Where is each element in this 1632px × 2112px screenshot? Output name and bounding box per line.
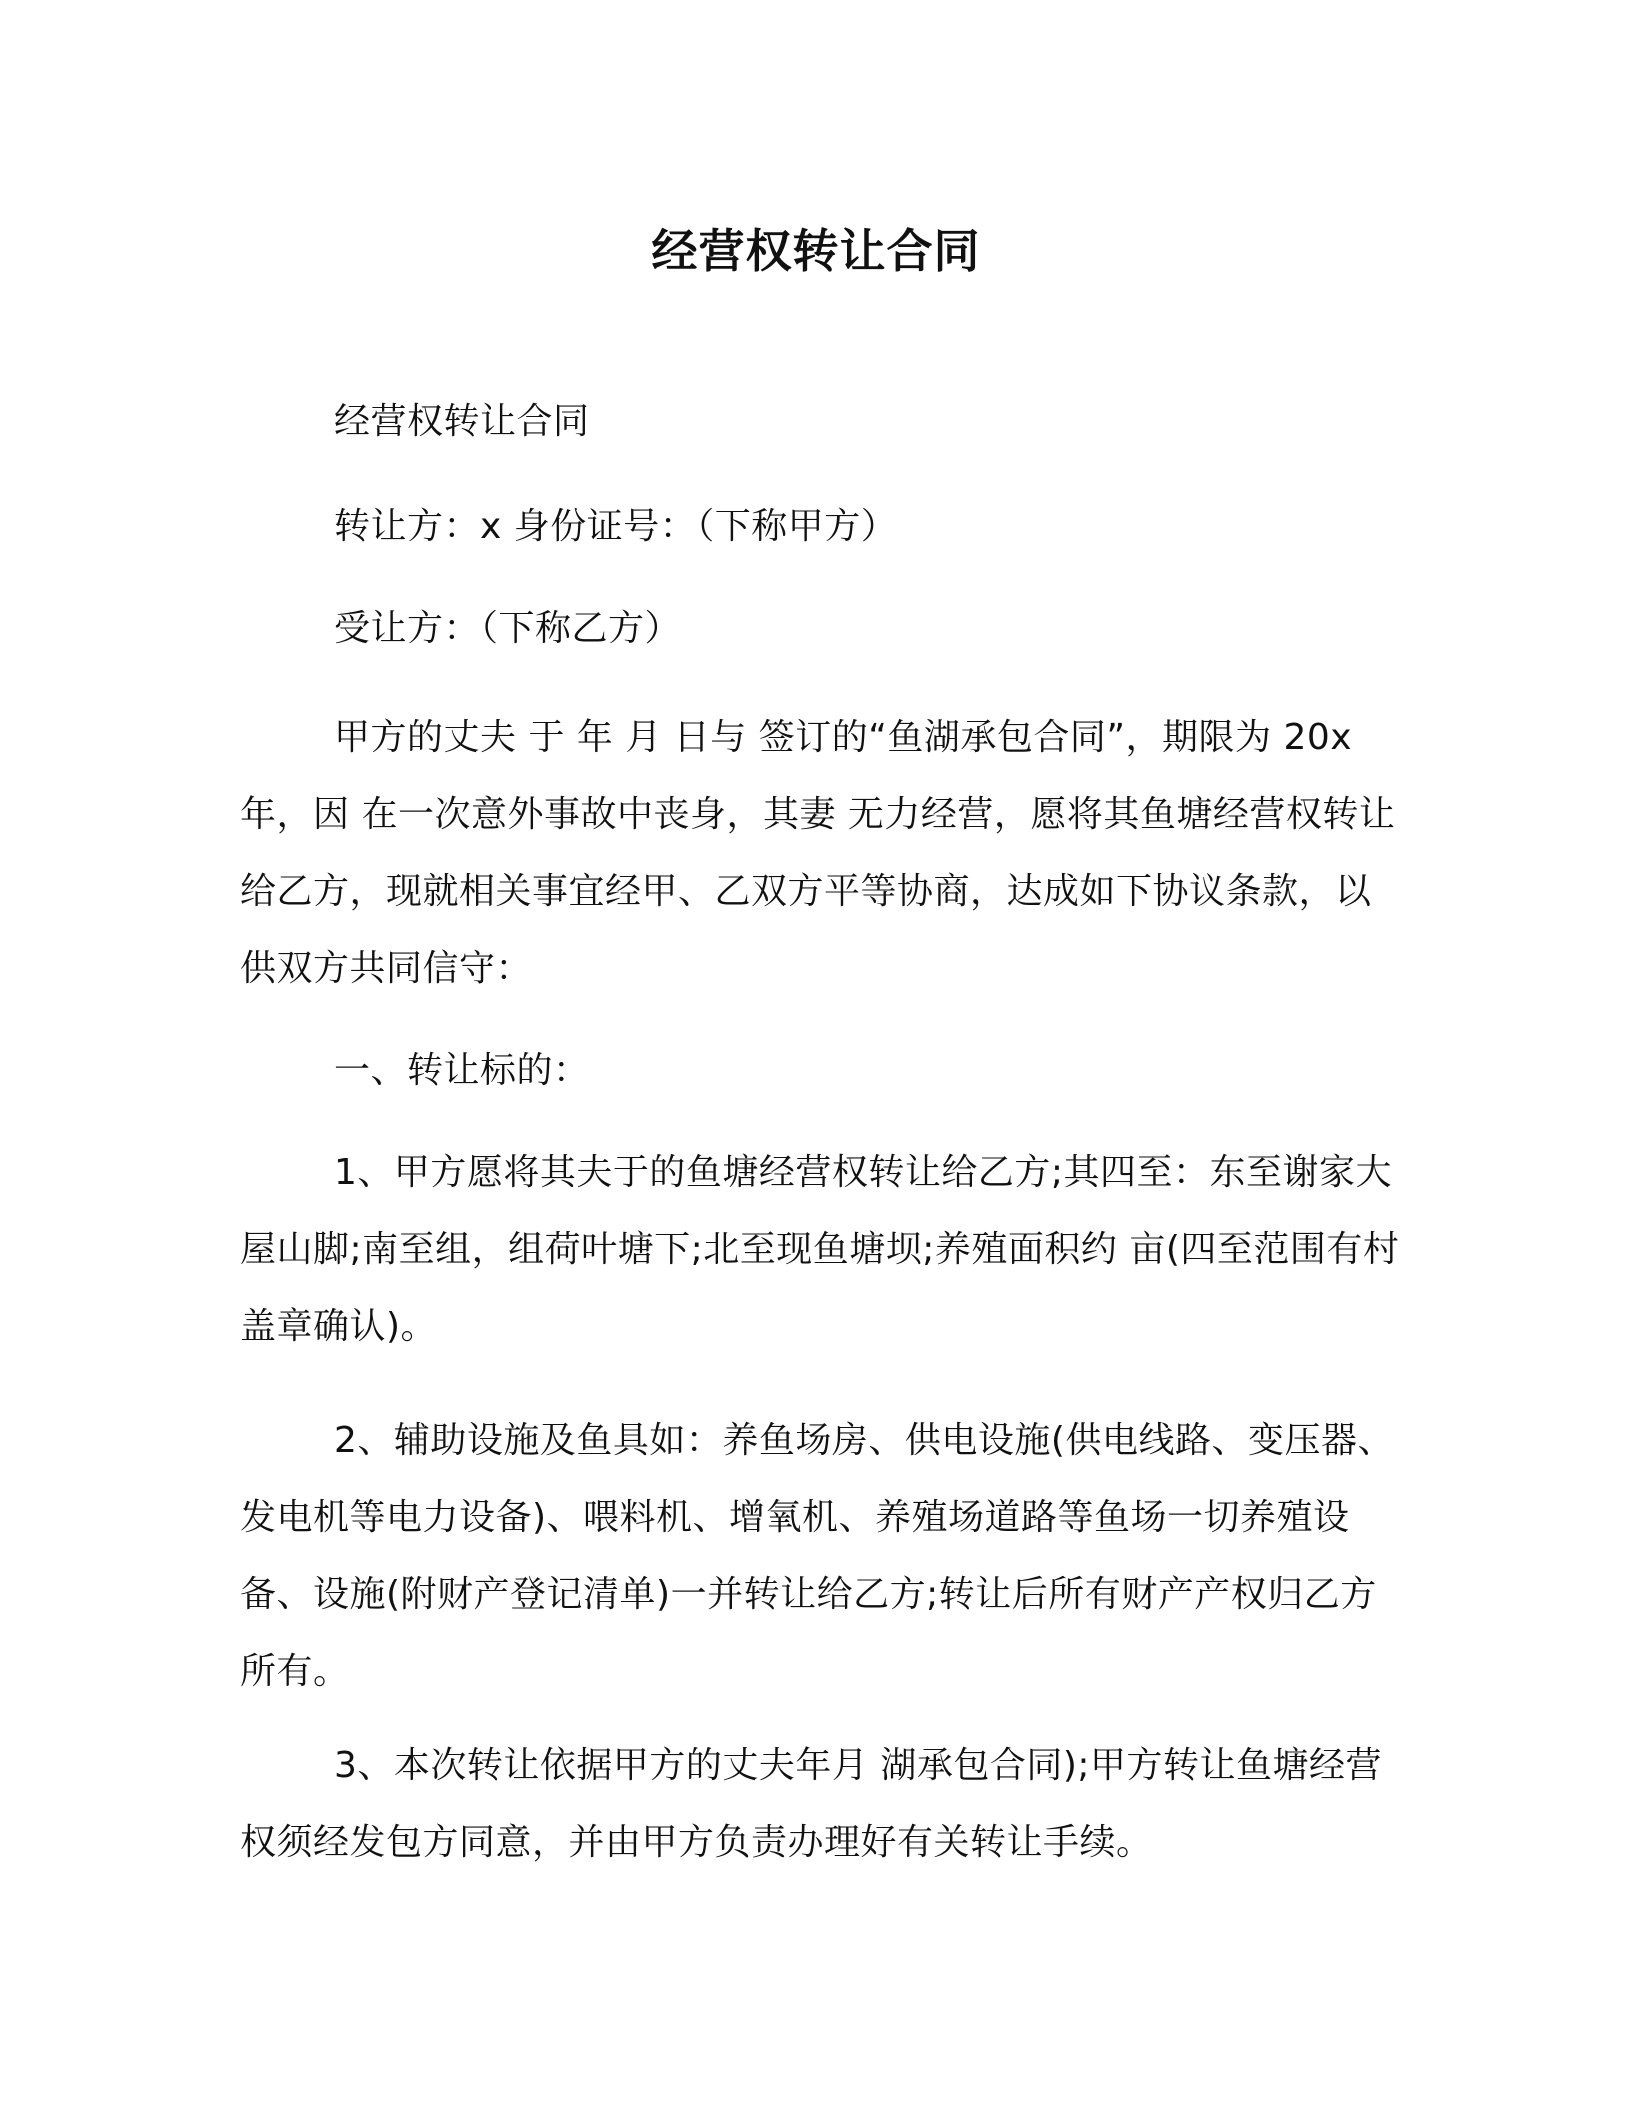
document-title: 经营权转让合同 — [651, 224, 981, 278]
clause-1: 1、甲方愿将其夫于的鱼塘经营权转让给乙方;其四至：东至谢家大屋山脚;南至组，组荷叶塘下;北至现鱼塘坝;养殖面积约 亩(四至范围有村盖章确认)。 — [240, 1152, 1400, 1347]
clause-3: 3、本次转让依据甲方的丈夫年月 湖承包合同);甲方转让鱼塘经营权须经发包方同意，并由甲方负责办理好有关转让手续。 — [240, 1745, 1383, 1863]
transferor-line: 转让方：x 身份证号：（下称甲方） — [334, 506, 898, 547]
intro-paragraph: 甲方的丈夫 于 年 月 日与 签订的“鱼湖承包合同”，期限为 20x 年，因 在一次意外事故中丧身，其妻 无力经营，愿将其鱼塘经营权转让给乙方，现就相关事宜经甲、乙双方平等协商，达成如下协议条款，以供双方共同信守： — [240, 717, 1396, 989]
section-1-heading: 一、转让标的： — [334, 1050, 590, 1091]
clause-2: 2、辅助设施及鱼具如：养鱼场房、供电设施(供电线路、变压器、发电机等电力设备)、喂料机、增氧机、养殖场道路等鱼场一切养殖设备、设施(附财产登记清单)一并转让给乙方;转让后所有财产产权归乙方所有。 — [240, 1420, 1394, 1692]
document-subtitle: 经营权转让合同 — [334, 401, 590, 442]
transferee-line: 受让方：（下称乙方） — [334, 608, 682, 649]
